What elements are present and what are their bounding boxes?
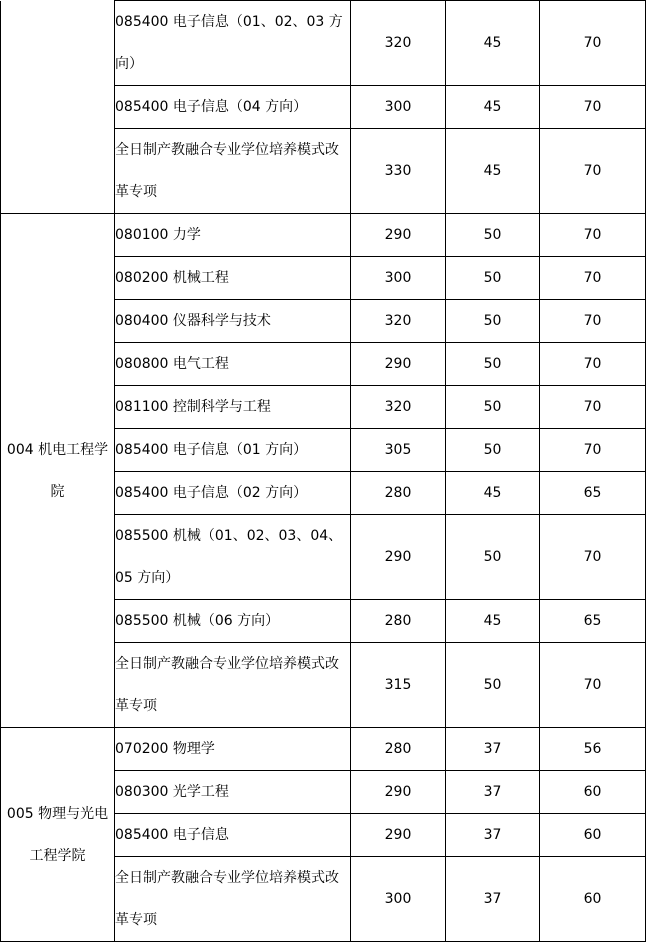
major-cell: 081100 控制科学与工程	[115, 386, 351, 429]
total-score-cell: 290	[351, 771, 446, 814]
major-cell: 080400 仪器科学与技术	[115, 300, 351, 343]
total-score-cell: 300	[351, 857, 446, 942]
total-score-cell: 280	[351, 472, 446, 515]
single-score-b-cell: 70	[540, 386, 646, 429]
college-cell: 004 机电工程学院	[1, 214, 115, 728]
total-score-cell: 300	[351, 257, 446, 300]
major-cell: 080200 机械工程	[115, 257, 351, 300]
total-score-cell: 330	[351, 129, 446, 214]
major-cell: 全日制产教融合专业学位培养模式改革专项	[115, 857, 351, 942]
major-cell: 085400 电子信息（02 方向）	[115, 472, 351, 515]
single-score-a-cell: 50	[446, 429, 540, 472]
single-score-a-cell: 50	[446, 515, 540, 600]
single-score-a-cell: 50	[446, 343, 540, 386]
single-score-b-cell: 70	[540, 429, 646, 472]
table-row	[1, 1, 646, 86]
single-score-a-cell: 37	[446, 728, 540, 771]
major-cell: 085500 机械（06 方向）	[115, 600, 351, 643]
total-score-cell: 320	[351, 300, 446, 343]
single-score-a-cell: 50	[446, 214, 540, 257]
single-score-b-cell: 60	[540, 771, 646, 814]
major-cell: 085400 电子信息（01 方向）	[115, 429, 351, 472]
total-score-cell: 300	[351, 86, 446, 129]
table-row	[1, 214, 646, 257]
total-score-cell: 320	[351, 1, 446, 86]
total-score-cell: 280	[351, 600, 446, 643]
single-score-a-cell: 45	[446, 1, 540, 86]
major-cell: 全日制产教融合专业学位培养模式改革专项	[115, 129, 351, 214]
total-score-cell: 290	[351, 814, 446, 857]
single-score-a-cell: 50	[446, 257, 540, 300]
major-cell: 080300 光学工程	[115, 771, 351, 814]
single-score-b-cell: 70	[540, 214, 646, 257]
major-cell: 070200 物理学	[115, 728, 351, 771]
major-cell: 085500 机械（01、02、03、04、05 方向）	[115, 515, 351, 600]
single-score-a-cell: 37	[446, 771, 540, 814]
single-score-b-cell: 65	[540, 600, 646, 643]
single-score-b-cell: 70	[540, 257, 646, 300]
single-score-a-cell: 45	[446, 472, 540, 515]
major-cell: 全日制产教融合专业学位培养模式改革专项	[115, 643, 351, 728]
single-score-b-cell: 60	[540, 857, 646, 942]
table-row	[1, 728, 646, 771]
college-cell: 005 物理与光电工程学院	[1, 728, 115, 942]
single-score-b-cell: 65	[540, 472, 646, 515]
total-score-cell: 305	[351, 429, 446, 472]
total-score-cell: 315	[351, 643, 446, 728]
total-score-cell: 290	[351, 214, 446, 257]
total-score-cell: 280	[351, 728, 446, 771]
single-score-a-cell: 50	[446, 643, 540, 728]
major-cell: 085400 电子信息（01、02、03 方向）	[115, 1, 351, 86]
single-score-a-cell: 45	[446, 86, 540, 129]
single-score-b-cell: 70	[540, 86, 646, 129]
single-score-a-cell: 45	[446, 600, 540, 643]
single-score-b-cell: 70	[540, 1, 646, 86]
single-score-b-cell: 70	[540, 343, 646, 386]
major-cell: 085400 电子信息（04 方向）	[115, 86, 351, 129]
total-score-cell: 290	[351, 515, 446, 600]
single-score-a-cell: 37	[446, 857, 540, 942]
total-score-cell: 290	[351, 343, 446, 386]
single-score-a-cell: 37	[446, 814, 540, 857]
total-score-cell: 320	[351, 386, 446, 429]
single-score-b-cell: 70	[540, 643, 646, 728]
single-score-a-cell: 50	[446, 386, 540, 429]
single-score-b-cell: 56	[540, 728, 646, 771]
major-cell: 080800 电气工程	[115, 343, 351, 386]
college-cell	[1, 1, 115, 214]
major-cell: 080100 力学	[115, 214, 351, 257]
single-score-b-cell: 70	[540, 515, 646, 600]
single-score-b-cell: 60	[540, 814, 646, 857]
single-score-b-cell: 70	[540, 129, 646, 214]
major-cell: 085400 电子信息	[115, 814, 351, 857]
single-score-b-cell: 70	[540, 300, 646, 343]
single-score-a-cell: 50	[446, 300, 540, 343]
single-score-a-cell: 45	[446, 129, 540, 214]
